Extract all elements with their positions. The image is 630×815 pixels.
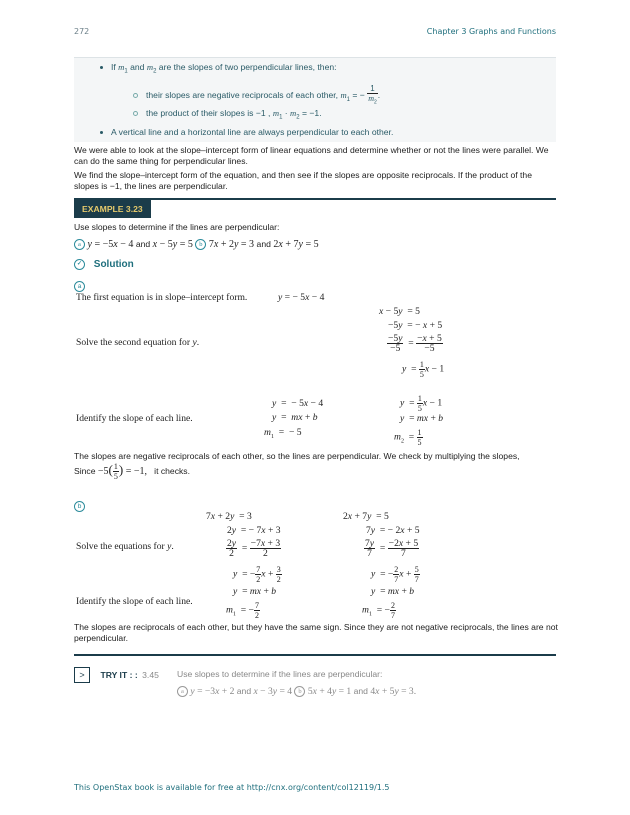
part-a-step3-text: Identify the slope of each line.	[76, 413, 193, 424]
part-b-right-1: 2x + 7y = 5	[343, 511, 389, 522]
part-b-right-5: y = mx + b	[371, 586, 415, 597]
summary-bullet-2: A vertical line and a horizontal line are always perpendicular to each other.	[100, 127, 393, 137]
part-b-icon: b	[195, 239, 206, 250]
part-a-left-3: $m_1$ = − 5	[264, 427, 302, 440]
summary-bullet-1: If $m_1$ and $m_2$ are the slopes of two perpendicular lines, then:	[100, 62, 337, 75]
intro-paragraph-2: We find the slope–intercept form of the equation, and then see if the slopes are opposite reciprocals. If the product of the slopes is −1, the lines are perpendicular.	[74, 170, 532, 191]
part-b-conclusion: The slopes are reciprocals of each other, but they have the same sign. Since they are not negative reciprocals, the lines are not perpendicular.	[74, 622, 558, 643]
try-it-prompt: Use slopes to determine if the lines are perpendicular:	[177, 669, 383, 679]
part-a-right-3: $m_2$ = $\frac{1}{5}$	[394, 428, 422, 447]
part-a-left-2: y = mx + b	[272, 412, 318, 423]
part-a-conclusion: The slopes are negative reciprocals of each other, so the lines are perpendicular. We check by multiplying the slopes,	[74, 451, 520, 461]
solution-heading: ✓ Solution	[74, 259, 134, 270]
part-b-right-2: 7y = − 2x + 5	[366, 525, 420, 536]
bullet-circle-icon	[133, 111, 138, 116]
part-a-icon: a	[74, 239, 85, 250]
part-a-step1-math: y = − 5x − 4	[278, 292, 325, 303]
part-a-right-2: y = mx + b	[400, 413, 444, 424]
part-b-left-6: $m_1$ = − $\frac{7}{2}$	[226, 601, 259, 620]
bullet-circle-icon	[133, 93, 138, 98]
part-b-left-1: 7x + 2y = 3	[206, 511, 252, 522]
summary-sub-2: the product of their slopes is −1 , $m_1 \cdot m_2 = -1$.	[133, 108, 322, 121]
try-it-chevron-icon[interactable]: >	[74, 667, 90, 683]
bullet-dot-icon	[100, 131, 103, 134]
part-a-left-1: y = − 5x − 4	[272, 398, 324, 409]
part-b-icon: b	[294, 686, 305, 697]
part-a-icon: a	[177, 686, 188, 697]
check-icon: ✓	[74, 259, 85, 270]
part-a-step1-text: The first equation is in slope–intercept form.	[76, 292, 248, 303]
part-a-eq-3: $\frac{-5y}{-5}$ = $\frac{-x + 5}{-5}$	[388, 333, 442, 354]
part-a-eq-4: y = $\frac{1}{5}$ x − 1	[402, 360, 445, 379]
part-b-step1-text: Solve the equations for y.	[76, 541, 174, 552]
part-a-step2-text: Solve the second equation for y.	[76, 337, 200, 348]
part-b-label: b	[74, 498, 85, 516]
part-b-right-6: $m_1$ = − $\frac{2}{7}$	[362, 601, 395, 620]
part-b-left-2: 2y = − 7x + 3	[227, 525, 281, 536]
part-b-right-4: y = − $\frac{2}{7}$ x + $\frac{5}{7}$	[371, 565, 419, 584]
example-problems: a y = −5x − 4 and x − 5y = 5 b 7x + 2y = 3 and 2x + 7y = 5	[74, 239, 319, 250]
part-b-left-5: y = mx + b	[233, 586, 277, 597]
part-a-label: a	[74, 278, 85, 296]
part-a-check: Since −5( $\frac{1}{5}$ ) = −1, it checks.	[74, 461, 190, 481]
part-b-left-4: y = − $\frac{7}{2}$ x + $\frac{3}{2}$	[233, 565, 281, 584]
part-b-step2-text: Identify the slope of each line.	[76, 596, 193, 607]
part-b-left-3: $\frac{2y}{2}$ = $\frac{-7x + 3}{2}$	[227, 538, 281, 559]
try-it-header: > TRY IT : : 3.45	[74, 665, 159, 683]
intro-paragraph-1: We were able to look at the slope–intercept form of linear equations and determine whether or not the lines were parallel. We can do the same thing for perpendicular lines.	[74, 145, 549, 166]
page-number: 272	[74, 27, 90, 36]
part-a-eq-2: −5y = − x + 5	[388, 320, 443, 331]
part-a-eq-1: x − 5y = 5	[379, 306, 420, 317]
try-it-problems: a y = −3x + 2 and x − 3y = 4 b 5x + 4y = 1 and 4x + 5y = 3.	[177, 686, 416, 697]
bullet-dot-icon	[100, 66, 103, 69]
example-prompt: Use slopes to determine if the lines are perpendicular:	[74, 222, 280, 232]
part-a-right-1: y = $\frac{1}{5}$ x − 1	[400, 394, 443, 413]
try-it-rule	[74, 654, 556, 656]
example-tag: EXAMPLE 3.23	[74, 200, 151, 218]
chapter-title: Chapter 3 Graphs and Functions	[426, 27, 556, 36]
summary-sub-1: their slopes are negative reciprocals of each other, $m_1$ = − $\frac{1}{m_2}$ .	[133, 84, 380, 108]
part-b-right-3: $\frac{7y}{7}$ = $\frac{-2x + 5}{7}$	[365, 538, 419, 559]
footer-text: This OpenStax book is available for free at http://cnx.org/content/col12119/1.5	[74, 783, 390, 792]
